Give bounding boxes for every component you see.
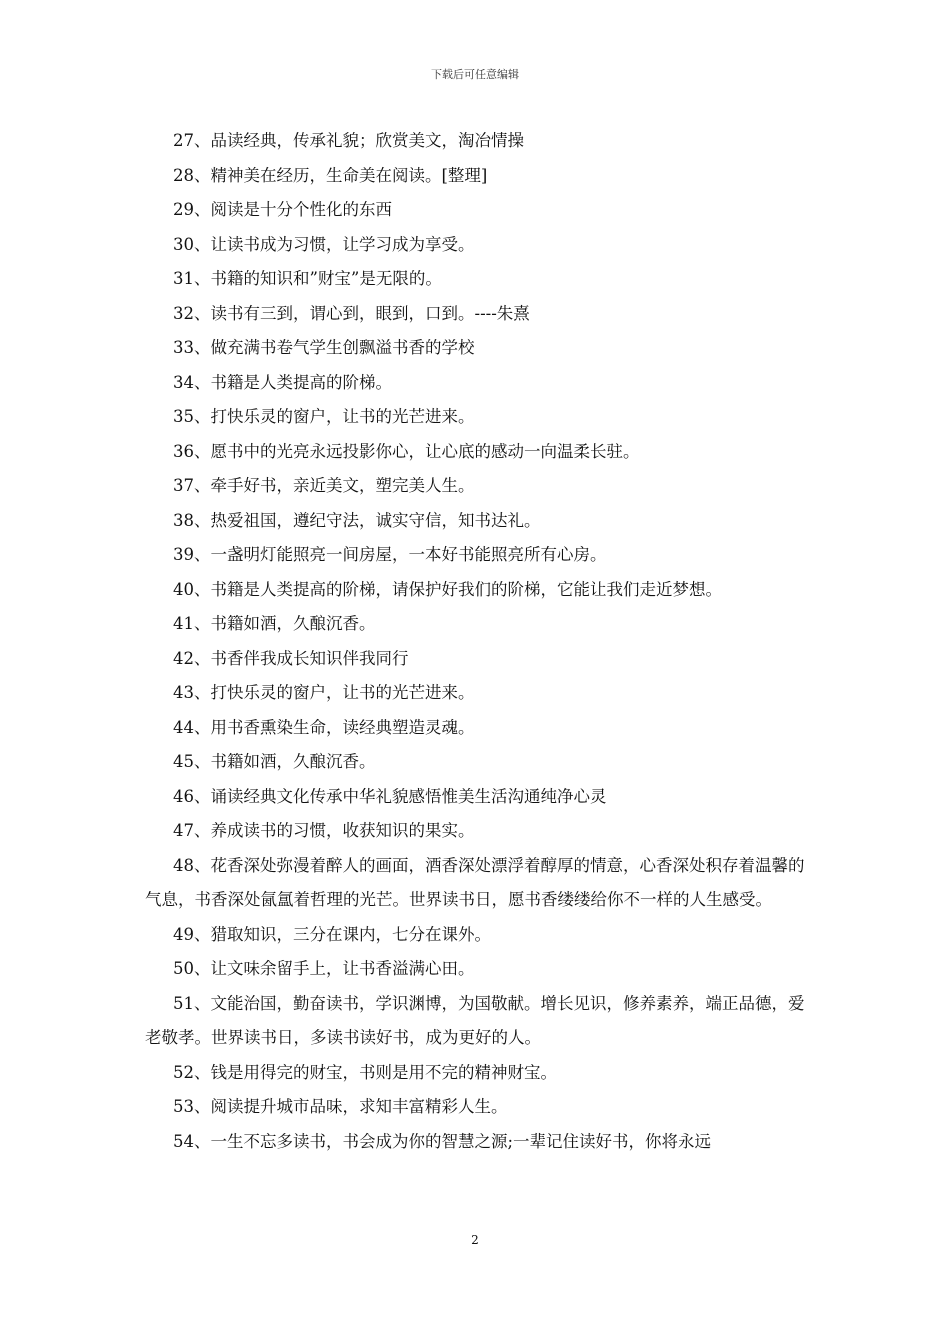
- paragraph-29: 29、阅读是十分个性化的东西: [173, 200, 392, 219]
- paragraph-50: 50、让文味余留手上，让书香溢满心田。: [173, 959, 475, 978]
- paragraph-49: 49、猎取知识，三分在课内，七分在课外。: [173, 924, 491, 944]
- paragraph-33: 33、做充满书卷气学生创飘溢书香的学校: [173, 338, 475, 357]
- paragraph-45: 45、书籍如酒，久酿沉香。: [173, 752, 376, 771]
- paragraph-53: 53、阅读提升城市品味，求知丰富精彩人生。: [173, 1097, 508, 1116]
- paragraph-32: 32、读书有三到，谓心到，眼到，口到。----朱熹: [173, 303, 530, 323]
- paragraph-41: 41、书籍如酒，久酿沉香。: [173, 614, 376, 633]
- paragraph-37: 37、牵手好书，亲近美文，塑完美人生。: [173, 476, 475, 495]
- paragraph-27: 27、品读经典，传承礼貌；欣赏美文，淘冶情操: [173, 131, 524, 150]
- paragraph-36: 36、愿书中的光亮永远投影你心，让心底的感动一向温柔长驻。: [173, 441, 640, 461]
- paragraph-48: 48、花香深处弥漫着醉人的画面，酒香深处漂浮着醇厚的情意，心香深处积存着温馨的气息，书香深处氤氲着哲理的光芒。世界读书日，愿书香缕缕给你不一样的人生感受。: [145, 855, 805, 909]
- paragraph-34: 34、书籍是人类提高的阶梯。: [173, 372, 392, 392]
- paragraph-54: 54、一生不忘多读书，书会成为你的智慧之源;一辈记住读好书，你将永远: [173, 1131, 712, 1151]
- paragraph-42: 42、书香伴我成长知识伴我同行: [173, 648, 409, 668]
- paragraph-40: 40、书籍是人类提高的阶梯，请保护好我们的阶梯，它能让我们走近梦想。: [173, 579, 722, 599]
- paragraph-46: 46、诵读经典文化传承中华礼貌感悟惟美生活沟通纯净心灵: [173, 786, 607, 806]
- paragraph-43: 43、打快乐灵的窗户，让书的光芒进来。: [173, 683, 475, 702]
- paragraph-52: 52、钱是用得完的财宝，书则是用不完的精神财宝。: [173, 1062, 557, 1082]
- paragraph-31: 31、书籍的知识和”财宝”是无限的。: [173, 269, 442, 288]
- paragraph-35: 35、打快乐灵的窗户，让书的光芒进来。: [173, 407, 475, 426]
- paragraph-51: 51、文能治国，勤奋读书，学识渊博，为国敬献。增长见识，修养素养，端正品德，爱老敬孝。世界读书日，多读书读好书，成为更好的人。: [145, 993, 805, 1047]
- paragraph-44: 44、用书香熏染生命，读经典塑造灵魂。: [173, 717, 475, 737]
- paragraph-39: 39、一盏明灯能照亮一间房屋，一本好书能照亮所有心房。: [173, 545, 607, 564]
- paragraph-28: 28、精神美在经历，生命美在阅读。[整理]: [173, 165, 488, 185]
- paragraph-38: 38、热爱祖国，遵纪守法，诚实守信，知书达礼。: [173, 510, 541, 530]
- page-number: 2: [471, 1233, 479, 1247]
- paragraph-30: 30、让读书成为习惯，让学习成为享受。: [173, 234, 475, 254]
- page-header: 下载后可任意编辑: [431, 68, 519, 81]
- document-body: [145, 124, 810, 1159]
- paragraph-47: 47、养成读书的习惯，收获知识的果实。: [173, 821, 475, 840]
